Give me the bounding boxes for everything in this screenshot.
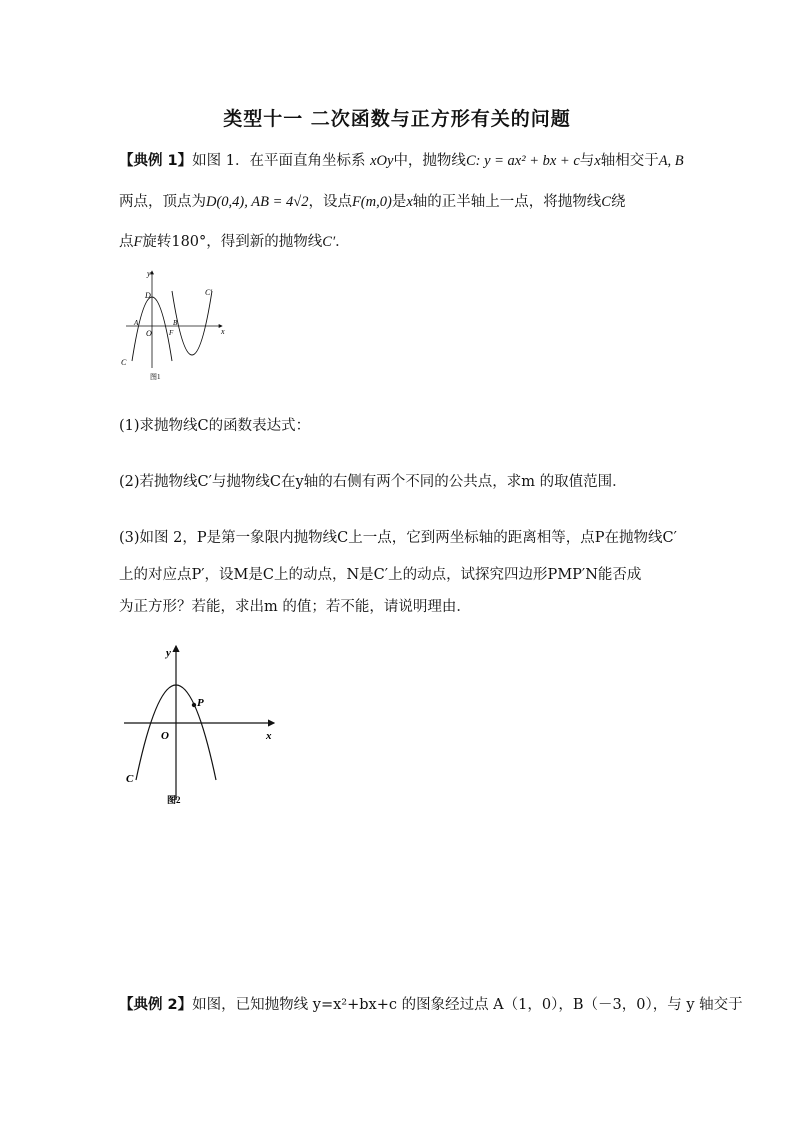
figure-1 (112, 265, 232, 383)
example1-line1 (119, 149, 684, 170)
example1-line3 (119, 230, 350, 251)
label-y: y (166, 647, 171, 659)
text: ，设点 (308, 194, 352, 210)
math: F(m,0) (351, 194, 392, 210)
label-c-prime: C′ (205, 288, 213, 297)
label-x: x (266, 730, 272, 742)
math: xOy (370, 153, 394, 169)
label-p: P (197, 697, 204, 709)
label-b: B (173, 319, 178, 327)
text: 中，抛物线 (393, 153, 466, 169)
point-p (192, 703, 196, 707)
label-c: C (121, 358, 127, 367)
text: 两点，顶点为 (119, 194, 206, 210)
label-f: F (169, 329, 174, 337)
math: D(0,4), AB = 4√2 (206, 194, 309, 210)
label-d: D (145, 291, 151, 300)
figure-1-caption: 图1 (150, 373, 161, 381)
math: A, B (658, 153, 684, 169)
text: 旋转180°，得到新的抛物线 (142, 234, 323, 250)
math: F (133, 234, 143, 250)
label-c: C (126, 773, 134, 785)
text: 点 (119, 234, 134, 250)
text: 如图，已知抛物线 y=x²+bx+c 的图象经过点 A（1，0），B（－3，0），与 y 轴交于 (192, 997, 743, 1013)
example2-tag: 【典例 2】 (119, 997, 193, 1013)
figure-2-caption: 图2 (167, 795, 181, 805)
label-o: O (161, 730, 169, 742)
figure-2 (118, 640, 288, 808)
text: 绕 (610, 194, 626, 210)
question-3-line1: (3)如图 2，P是第一象限内抛物线C上一点，它到两坐标轴的距离相等，点P在抛物线C′ (119, 530, 677, 546)
example1-tag: 【典例 1】 (119, 153, 193, 169)
text: 与 (579, 153, 595, 169)
example1-line2 (119, 190, 625, 211)
text: 轴的正半轴上一点，将抛物线 (412, 194, 602, 210)
parabola-c-prime (172, 291, 212, 355)
page-title: 类型十一 二次函数与正方形有关的问题 (223, 108, 571, 130)
label-x: x (221, 327, 225, 336)
math: C (601, 194, 611, 210)
label-o: O (146, 329, 152, 338)
label-a: A (134, 319, 139, 327)
question-1: (1)求抛物线C的函数表达式： (119, 418, 311, 434)
text: 是 (391, 194, 407, 210)
text: ． (335, 234, 350, 250)
question-2: (2)若抛物线C′与抛物线C在y轴的右侧有两个不同的公共点，求m 的取值范围． (119, 474, 627, 490)
math: x (406, 194, 413, 210)
example2-line1 (119, 993, 743, 1014)
math: C′ (322, 234, 336, 250)
math: x (594, 153, 601, 169)
text: 如图 1．在平面直角坐标系 (192, 153, 366, 169)
math: C: y = ax² + bx + c (465, 153, 580, 169)
label-y: y (147, 269, 151, 278)
text: 轴相交于 (600, 153, 659, 169)
question-3-line3: 为正方形？若能，求出m 的值；若不能，请说明理由． (119, 599, 471, 615)
question-3-line2: 上的对应点P′，设M是C上的动点，N是C′上的动点，试探究四边形PMP′N能否成 (119, 567, 642, 583)
